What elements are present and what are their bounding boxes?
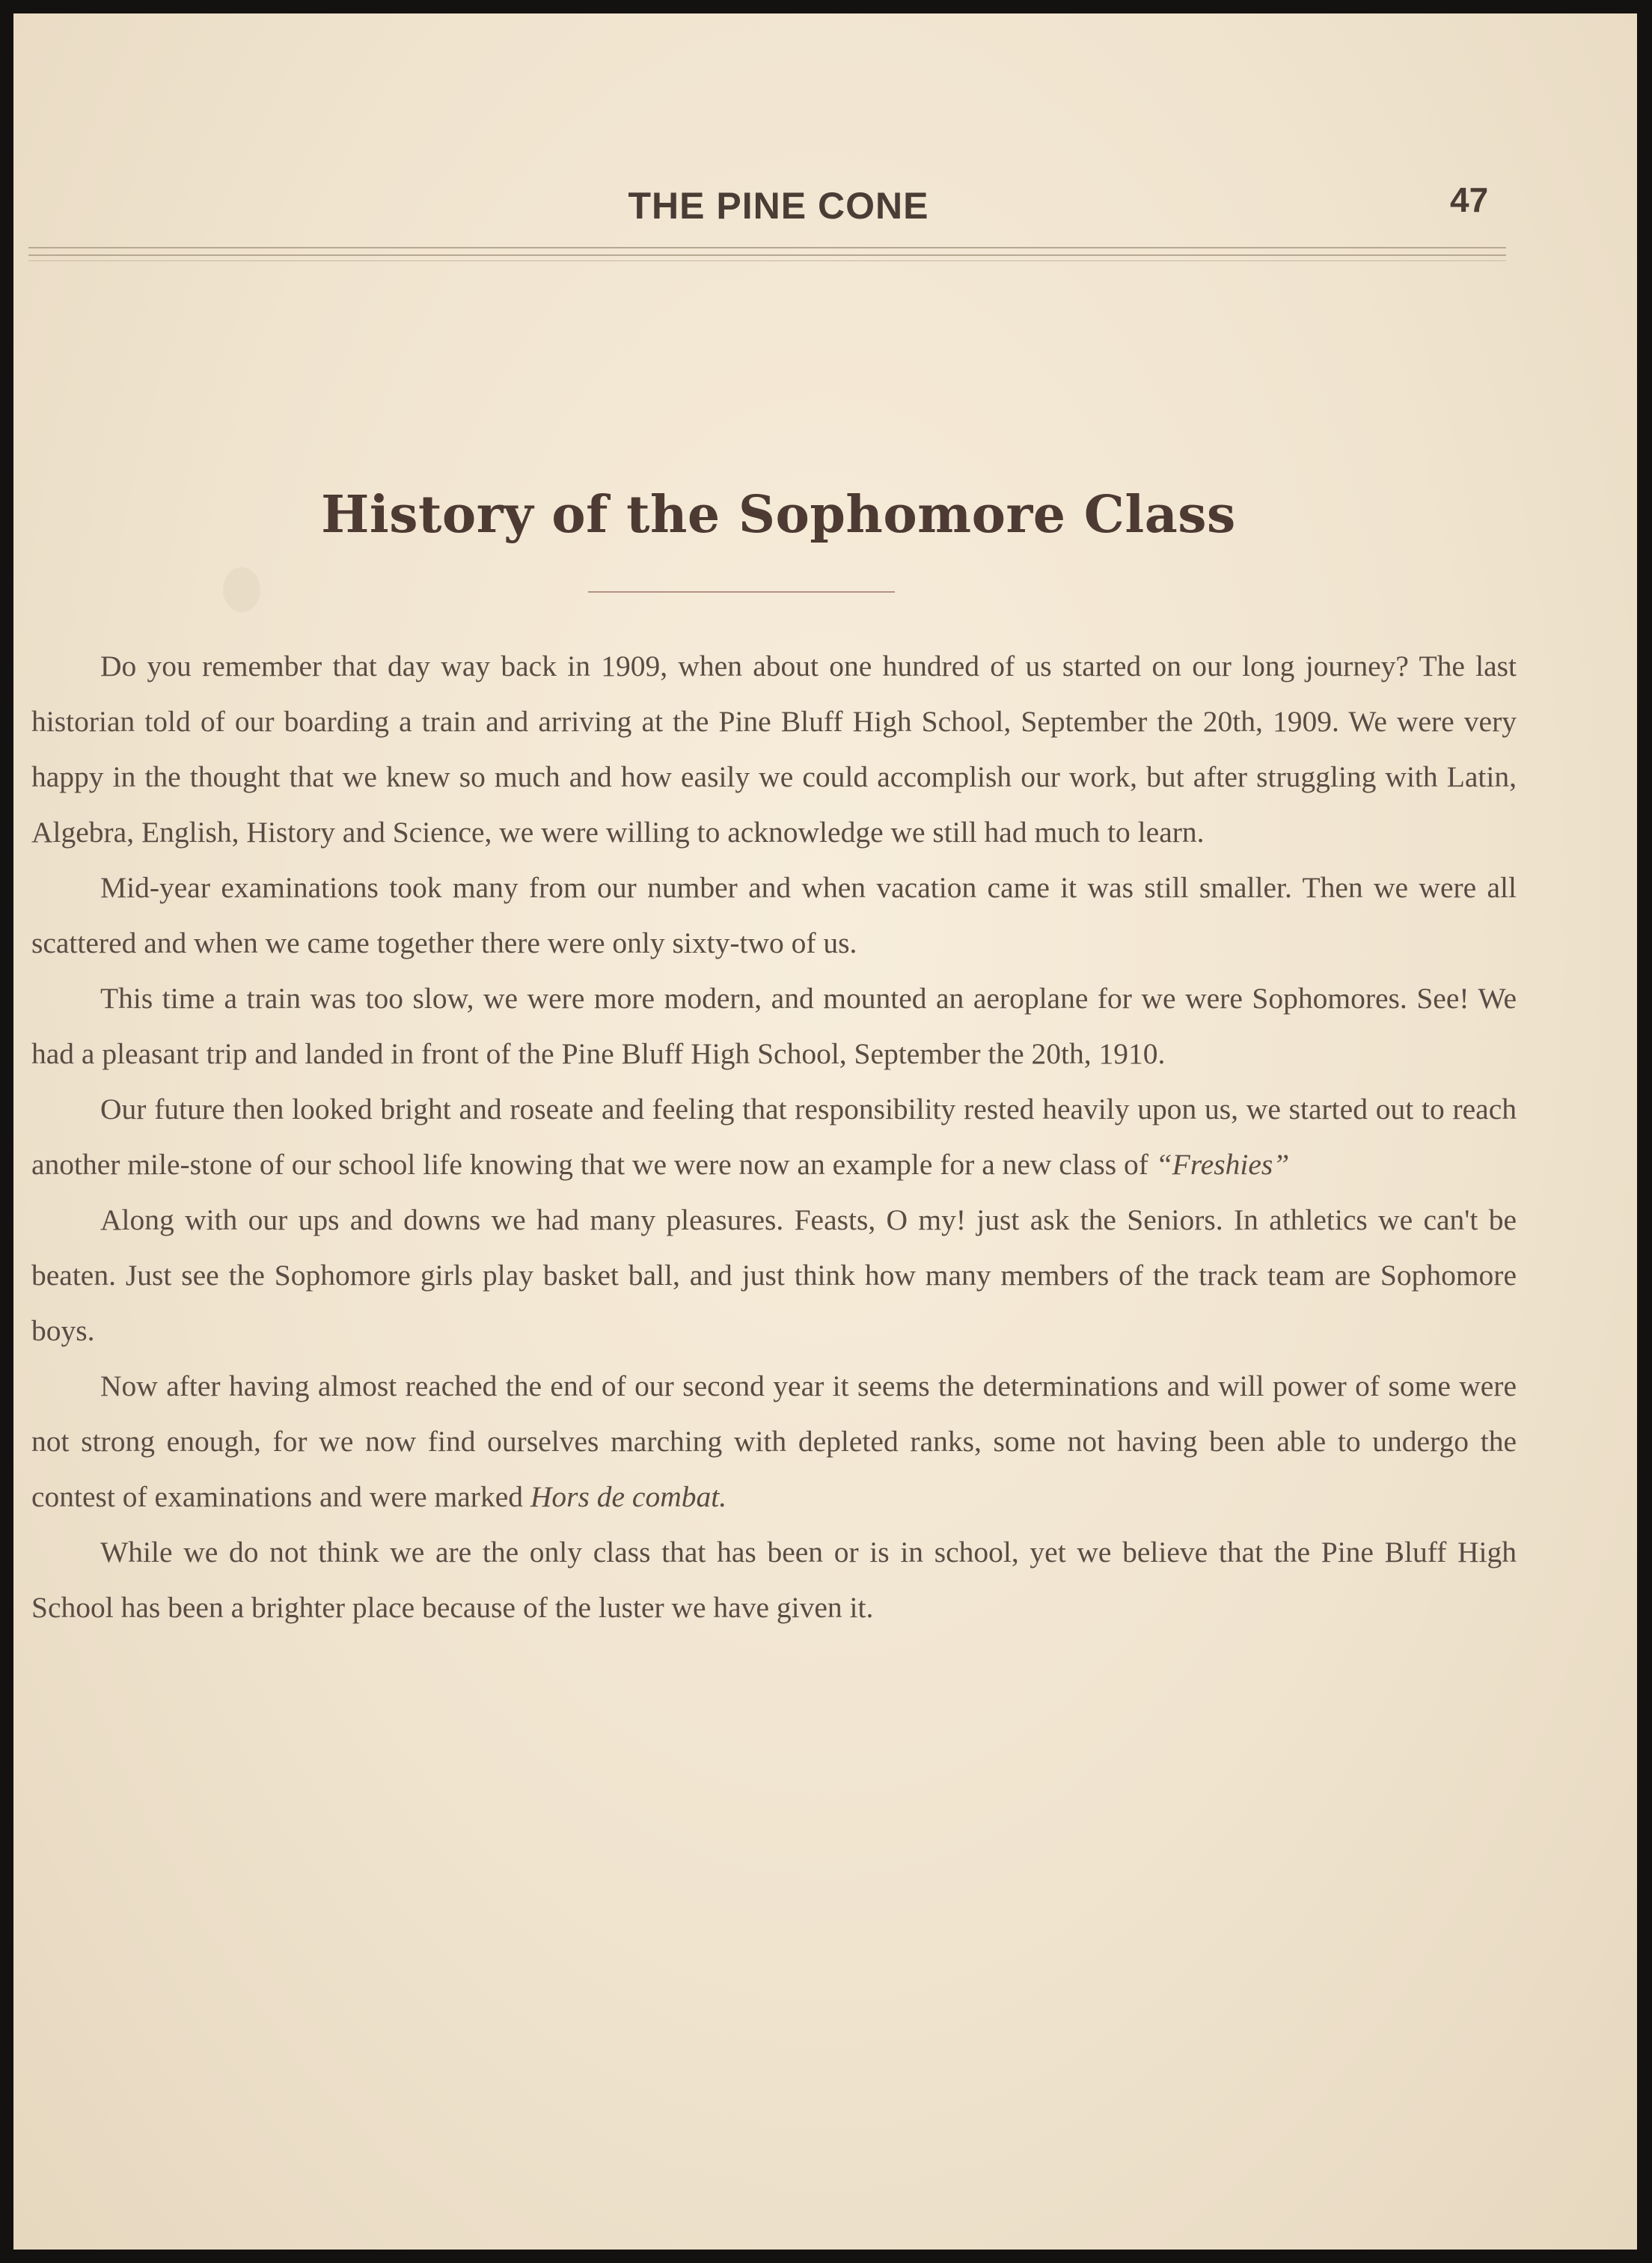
header-rule [28,254,1506,256]
article-title: History of the Sophomore Class [321,485,1236,545]
paragraph: Mid-year examinations took many from our number and when vacation came it was still smaller. Then we were all scattered and when we came together there were only sixty-two of us. [31,871,1517,959]
paragraph: While we do not think we are the only class that has been or is in school, yet we believe that the Pine Bluff High School has been a brighter place because of the luster we have given it. [31,1536,1517,1624]
page-number: 47 [1450,180,1489,219]
paragraph: Do you remember that day way back in 1909, when about one hundred of us started on our long journey? The last historian told of our boarding a train and arriving at the Pine Bluff High School, September the 20th, 1909. We were very happy in the thought that we knew so much and how easily we could accomplish our work, but after struggling with Latin, Algebra, English, History and Science, we were willing to acknowledge we still had much to learn. [31,650,1517,849]
paragraph: Along with our ups and downs we had many pleasures. Feasts, O my! just ask the Seniors. In athletics we can't be beaten. Just see the Sophomore girls play basket ball, and just think how many members of the track team are Sophomore boys. [31,1203,1517,1347]
running-header [13,178,1637,238]
italic-phrase: “Freshies” [1155,1148,1290,1181]
paragraph [31,1081,1517,1192]
paragraph-text: Now after having almost reached the end of our second year it seems the determinations and will power of some were not strong enough, for we now find ourselves marching with depleted ranks, some not having been able to undergo the contest of examinations and were marked [31,1369,1517,1513]
paper-stain [223,567,260,612]
running-title: THE PINE CONE [628,185,929,227]
paragraph-text: Our future then looked bright and roseate and feeling that responsibility rested heavily upon us, we started out to reach another mile-stone of our school life knowing that we were now an example for a new class of [31,1093,1517,1181]
article-body [31,638,1517,1635]
title-underline [588,591,895,593]
paragraph: This time a train was too slow, we were more modern, and mounted an aeroplane for we were Sophomores. See! We had a pleasant trip and landed in front of the Pine Bluff High School, September the 20th, 1910. [31,982,1517,1070]
header-rule [28,247,1506,248]
italic-phrase: Hors de combat. [530,1480,727,1513]
scanned-page [13,13,1637,2250]
paragraph [31,1358,1517,1524]
header-rule [28,260,1506,261]
